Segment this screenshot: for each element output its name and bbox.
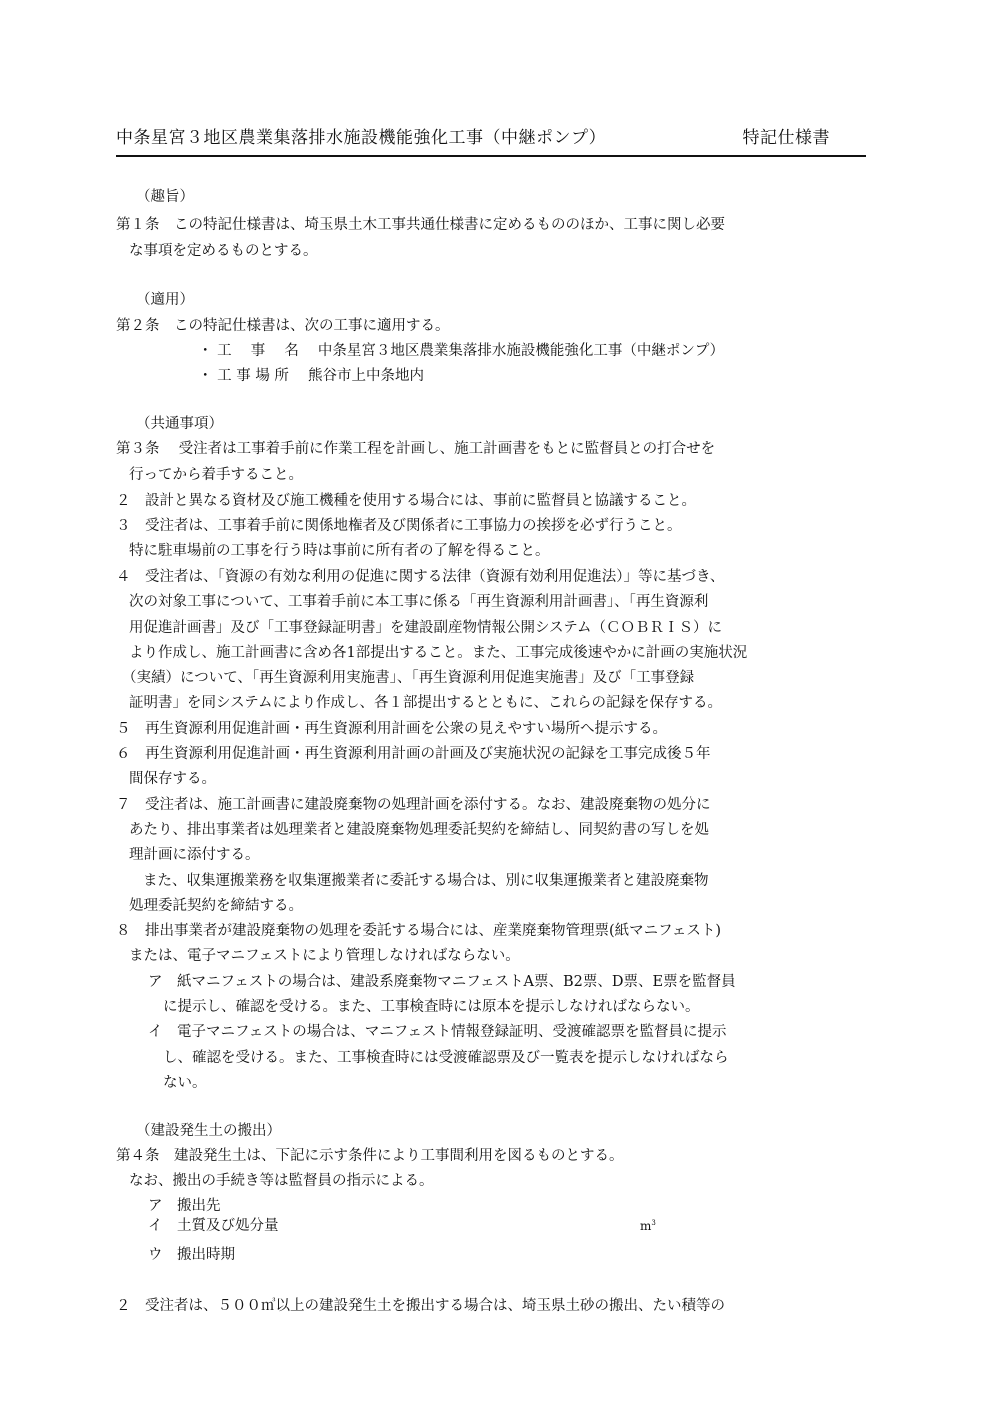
sub-item: し、確認を受ける。また、工事検査時には受渡確認票及び一覧表を提示しなければなら	[163, 1050, 729, 1066]
document-type: 特記仕様書	[742, 128, 830, 148]
section-heading: （趣旨）	[136, 189, 194, 205]
article-line: 第４条 建設発生土は、下記に示す条件により工事間利用を図るものとする。	[116, 1148, 624, 1164]
article-line: 第３条 受注者は工事着手前に作業工程を計画し、施工計画書をもとに監督員との打合せを	[116, 441, 716, 457]
article-line: 間保存する。	[129, 771, 216, 787]
article-line: より作成し、施工計画書に含め各1部提出すること。また、工事完成後速やかに計画の実施状況	[129, 645, 748, 661]
sub-item: イ 電子マニフェストの場合は、マニフェスト情報登録証明、受渡確認票を監督員に提示	[148, 1024, 727, 1040]
document-header	[116, 121, 866, 157]
article-line: ２ 受注者は、５００㎥以上の建設発生土を搬出する場合は、埼玉県土砂の搬出、たい積等の	[116, 1298, 725, 1314]
article-line: ２ 設計と異なる資材及び施工機種を使用する場合には、事前に監督員と協議すること。	[116, 493, 696, 509]
section-heading: （適用）	[136, 292, 194, 308]
article-line: あたり、排出事業者は処理業者と建設廃棄物処理委託契約を締結し、同契約書の写しを処	[129, 822, 709, 838]
sub-item: に提示し、確認を受ける。また、工事検査時には原本を提示しなければならない。	[163, 999, 700, 1015]
article-line: ５ 再生資源利用促進計画・再生資源利用計画を公衆の見えやすい場所へ提示する。	[116, 721, 667, 737]
article-line: 第２条 この特記仕様書は、次の工事に適用する。	[116, 318, 450, 334]
article-line: ３ 受注者は、工事着手前に関係地権者及び関係者に工事協力の挨拶を必ず行うこと。	[116, 518, 682, 534]
article-line: な事項を定めるものとする。	[129, 243, 318, 259]
unit-exponent: 3	[651, 1219, 656, 1227]
article-line: ６ 再生資源利用促進計画・再生資源利用計画の計画及び実施状況の記録を工事完成後５年	[116, 746, 711, 762]
section-heading: （建設発生土の搬出）	[136, 1123, 281, 1139]
document-title: 中条星宮３地区農業集落排水施設機能強化工事（中継ポンプ）	[116, 128, 607, 148]
article-line: または、電子マニフェストにより管理しなければならない。	[129, 948, 520, 964]
sub-item: ウ 搬出時期	[148, 1247, 235, 1263]
article-line: ４ 受注者は、「資源の有効な利用の促進に関する法律（資源有効利用促進法）」等に基づき、	[116, 569, 725, 585]
list-item: ・ 工 事 場 所 熊谷市上中条地内	[198, 368, 425, 384]
list-item: ・ 工 事 名 中条星宮３地区農業集落排水施設機能強化工事（中継ポンプ）	[198, 343, 725, 359]
article-line: ８ 排出事業者が建設廃棄物の処理を委託する場合には、産業廃棄物管理票(紙マニフェスト)	[116, 923, 722, 939]
section-heading: （共通事項）	[136, 416, 223, 432]
article-line: ７ 受注者は、施工計画書に建設廃棄物の処理計画を添付する。なお、建設廃棄物の処分に	[116, 797, 711, 813]
article-line: 理計画に添付する。	[129, 847, 260, 863]
sub-item: イ 土質及び処分量	[148, 1218, 279, 1234]
cubic-meter-unit	[640, 1219, 656, 1233]
sub-item: ない。	[163, 1075, 207, 1091]
article-line: 行ってから着手すること。	[129, 467, 303, 483]
sub-item: ア 搬出先	[148, 1198, 221, 1214]
article-line: 証明書」を同システムにより作成し、各１部提出するとともに、これらの記録を保存する。	[129, 695, 723, 711]
article-line: （実績）について、「再生資源利用実施書」、「再生資源利用促進実施書」及び「工事登録	[122, 670, 695, 686]
article-line: 特に駐車場前の工事を行う時は事前に所有者の了解を得ること。	[129, 543, 550, 559]
article-line: なお、搬出の手続き等は監督員の指示による。	[129, 1173, 434, 1189]
article-line: 用促進計画書」及び「工事登録証明書」を建設副産物情報公開システム（ＣＯＢＲＩＳ）に	[129, 620, 723, 636]
article-line: 処理委託契約を締結する。	[129, 898, 303, 914]
unit-label: m	[640, 1219, 652, 1233]
article-line: また、収集運搬業務を収集運搬業者に委託する場合は、別に収集運搬業者と建設廃棄物	[143, 873, 709, 889]
sub-item: ア 紙マニフェストの場合は、建設系廃棄物マニフェストA票、B2票、D票、E票を監督員	[148, 974, 736, 990]
article-line: 次の対象工事について、工事着手前に本工事に係る「再生資源利用計画書」、「再生資源利	[129, 594, 709, 610]
article-line: 第１条 この特記仕様書は、埼玉県土木工事共通仕様書に定めるもののほか、工事に関し必要	[116, 217, 725, 233]
